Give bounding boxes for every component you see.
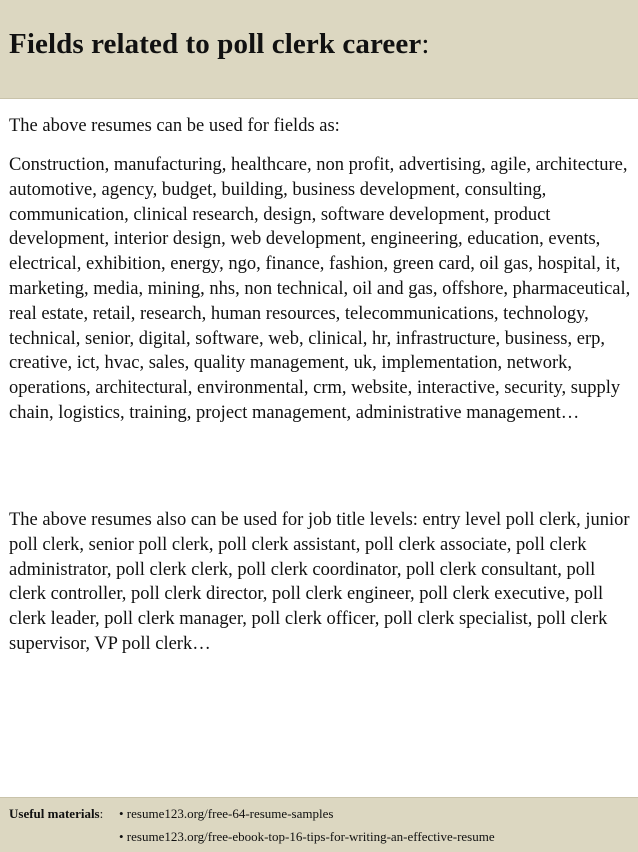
page-title bbox=[9, 28, 430, 61]
footer-band bbox=[0, 797, 638, 852]
useful-materials-label-text: Useful materials bbox=[9, 806, 100, 821]
useful-material-link[interactable]: • resume123.org/free-ebook-top-16-tips-for-writing-an-effective-resume bbox=[119, 829, 495, 844]
header-band bbox=[0, 0, 638, 99]
job-levels-paragraph: The above resumes also can be used for job title levels: entry level poll clerk, junior poll clerk, senior poll clerk, poll clerk assistant, poll clerk associate, poll clerk administrator, poll clerk clerk, poll clerk coordinator, poll clerk consultant, poll clerk controller, poll clerk director, poll clerk engineer, poll clerk executive, poll clerk leader, poll clerk manager, poll clerk officer, poll clerk specialist, poll clerk supervisor, VP poll clerk… bbox=[9, 510, 630, 654]
intro-text: The above resumes can be used for fields as: bbox=[9, 116, 340, 136]
useful-material-link[interactable]: • resume123.org/free-64-resume-samples bbox=[119, 806, 334, 821]
fields-paragraph: Construction, manufacturing, healthcare, non profit, advertising, agile, architecture, automotive, agency, budget, building, business development, consulting, communication, clinical research, design, software development, product development, interior design, web development, engineering, education, events, electrical, exhibition, energy, ngo, finance, fashion, green card, oil gas, hospital, it, marketing, media, mining, nhs, non technical, oil and gas, offshore, pharmaceutical, real estate, retail, research, human resources, telecommunications, technology, technical, senior, digital, software, web, clinical, hr, infrastructure, business, erp, creative, ict, hvac, sales, quality management, uk, implementation, network, operations, architectural, environmental, crm, website, interactive, security, supply chain, logistics, training, project management, administrative management… bbox=[9, 155, 631, 423]
page-title-text: Fields related to poll clerk career bbox=[9, 28, 422, 60]
page-title-colon: : bbox=[421, 28, 430, 60]
useful-materials-label bbox=[9, 806, 103, 822]
useful-materials-label-colon: : bbox=[99, 806, 104, 821]
